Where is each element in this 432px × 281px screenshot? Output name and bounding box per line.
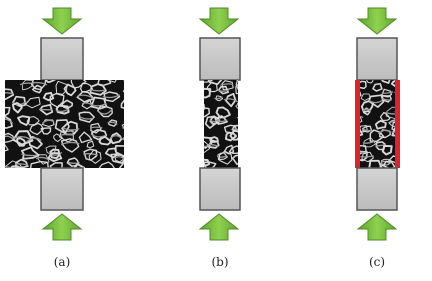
foam-pore [405, 95, 413, 103]
arrow-down-icon [200, 8, 238, 34]
foam-pore [124, 89, 133, 95]
caption-c: (c) [347, 255, 407, 269]
foam-strut [401, 84, 416, 88]
top-platen [200, 38, 240, 80]
foam-strut [90, 174, 102, 177]
foam-strut [123, 90, 132, 93]
arrow-down-icon [43, 8, 81, 34]
arrow-up-icon [200, 214, 238, 240]
foam-pore [91, 171, 101, 180]
foam-pore [1, 170, 8, 176]
foam-pore [399, 153, 410, 163]
foam-strut [235, 104, 244, 106]
caption-a: (a) [32, 255, 92, 269]
foam-pore [240, 166, 248, 175]
arrow-up-icon [358, 214, 396, 240]
foam-strut [39, 109, 52, 110]
foam-pore [197, 105, 205, 112]
left-side-highlight [355, 80, 360, 168]
foam-pore [403, 81, 415, 90]
bottom-platen [357, 168, 397, 210]
foam-strut [123, 135, 135, 138]
foam-pore [23, 169, 36, 178]
caption-b: (b) [190, 255, 250, 269]
foam-pore [400, 141, 409, 147]
foam-strut [23, 173, 36, 175]
arrow-up-icon [43, 214, 81, 240]
panel-a [0, 8, 138, 240]
panel-c [350, 8, 416, 240]
foam-strut [122, 78, 134, 79]
foam-strut [233, 129, 242, 130]
right-side-highlight [395, 80, 400, 168]
foam-strut [400, 143, 410, 145]
panel-b [197, 8, 250, 240]
foam-strut [0, 171, 10, 173]
arrow-down-icon [358, 8, 396, 34]
foam-strut [0, 76, 9, 78]
top-platen [357, 38, 397, 80]
foam-pore [239, 113, 247, 121]
foam-pore [124, 136, 134, 142]
porous-specimen [197, 72, 250, 180]
bottom-platen [200, 168, 240, 210]
top-platen [41, 38, 83, 80]
foam-pore [124, 76, 133, 84]
bottom-platen [41, 168, 83, 210]
porous-specimen [0, 72, 138, 180]
foam-strut [237, 118, 248, 119]
